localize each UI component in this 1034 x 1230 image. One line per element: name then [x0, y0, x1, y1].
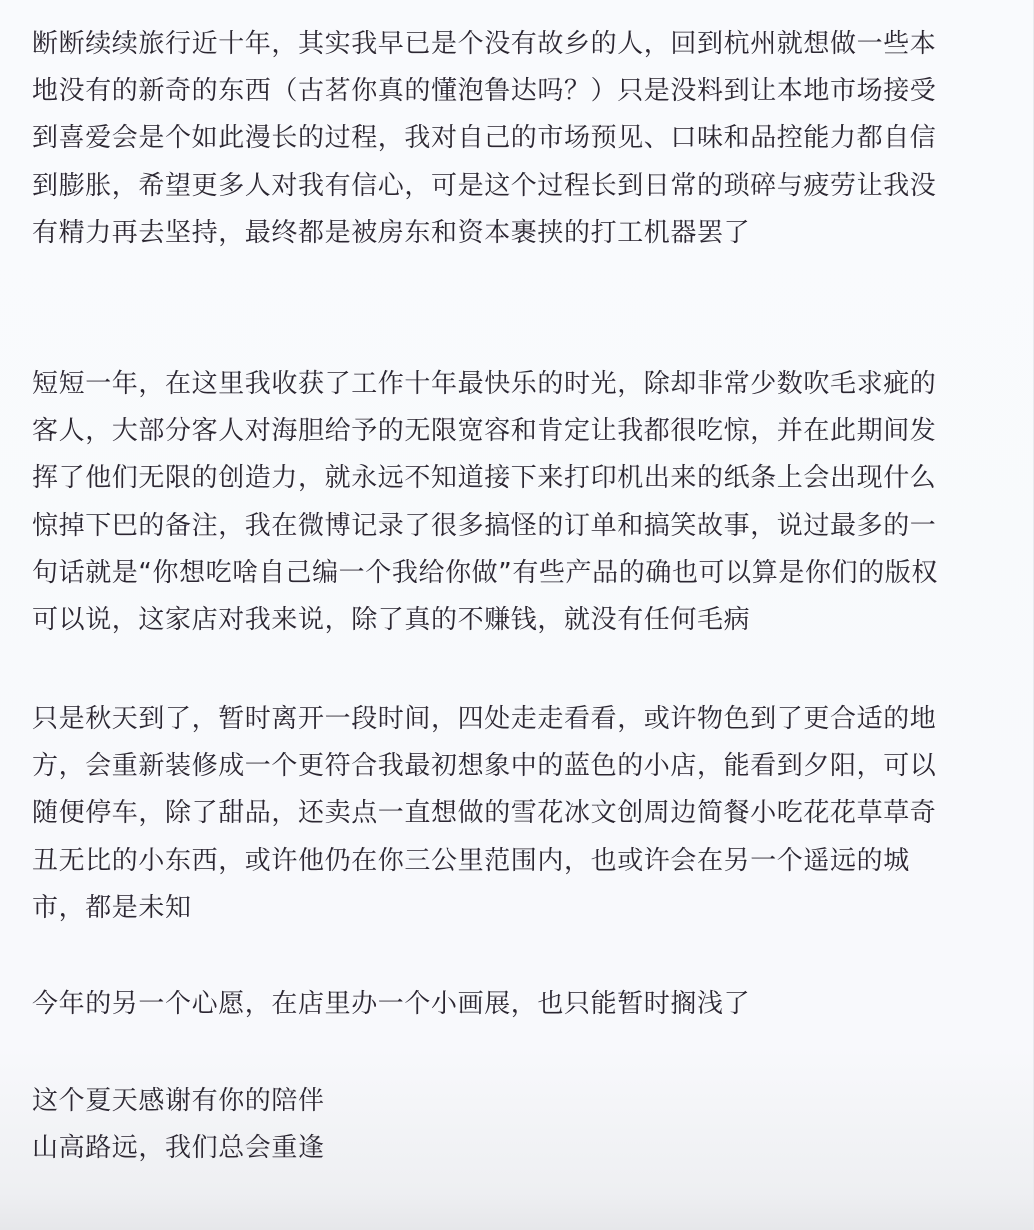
text-line: 丑无比的小东西，或许他仍在你三公里范围内，也或许会在另一个遥远的城: [32, 845, 910, 876]
text-line: 句话就是“你想吃啥自己编一个我给你做”有些产品的确也可以算是你们的版权: [32, 557, 938, 588]
text-line: 山高路远，我们总会重逢: [32, 1133, 325, 1164]
text-line: 断断续续旅行近十年，其实我早已是个没有故乡的人，回到杭州就想做一些本: [32, 29, 937, 59]
paragraph-travel-story: [32, 21, 1007, 257]
paragraph-happy-year: [32, 361, 1007, 644]
text-line: 到喜爱会是个如此漫长的过程，我对自己的市场预见、口味和品控能力都自信: [32, 123, 937, 154]
text-line: 到膨胀，希望更多人对我有信心，可是这个过程长到日常的琐碎与疲劳让我没: [32, 170, 937, 201]
text-line: 可以说，这家店对我来说，除了真的不赚钱，就没有任何毛病: [32, 605, 751, 636]
text-line: 有精力再去坚持，最终都是被房东和资本裹挟的打工机器罢了: [32, 217, 751, 248]
text-line: 今年的另一个心愿，在店里办一个小画展，也只能暂时搁浅了: [32, 989, 751, 1019]
text-line: 短短一年，在这里我收获了工作十年最快乐的时光，除却非常少数吹毛求疵的: [32, 369, 937, 399]
paragraph-autumn-plans: [32, 696, 1007, 932]
text-line: 市，都是未知: [32, 892, 192, 923]
paragraph-farewell: [32, 1078, 1007, 1172]
text-line: 挥了他们无限的创造力，就永远不知道接下来打印机出来的纸条上会出现什么: [32, 463, 937, 494]
text-line: 随便停车，除了甜品，还卖点一直想做的雪花冰文创周边简餐小吃花花草草奇: [32, 798, 937, 829]
text-line: 这个夏天感谢有你的陪伴: [32, 1086, 325, 1116]
text-line: 惊掉下巴的备注，我在微博记录了很多搞怪的订单和搞笑故事，说过最多的一: [32, 510, 937, 541]
text-line: 只是秋天到了，暂时离开一段时间，四处走走看看，或许物色到了更合适的地: [32, 704, 937, 734]
text-line: 客人，大部分客人对海胆给予的无限宽容和肯定让我都很吃惊，并在此期间发: [32, 416, 937, 447]
paragraph-art-exhibition-wish: [32, 981, 1007, 1028]
text-line: 地没有的新奇的东西（古茗你真的懂泡鲁达吗？）只是没料到让本地市场接受: [32, 76, 937, 107]
text-line: 方，会重新装修成一个更符合我最初想象中的蓝色的小店，能看到夕阳，可以: [32, 751, 937, 782]
